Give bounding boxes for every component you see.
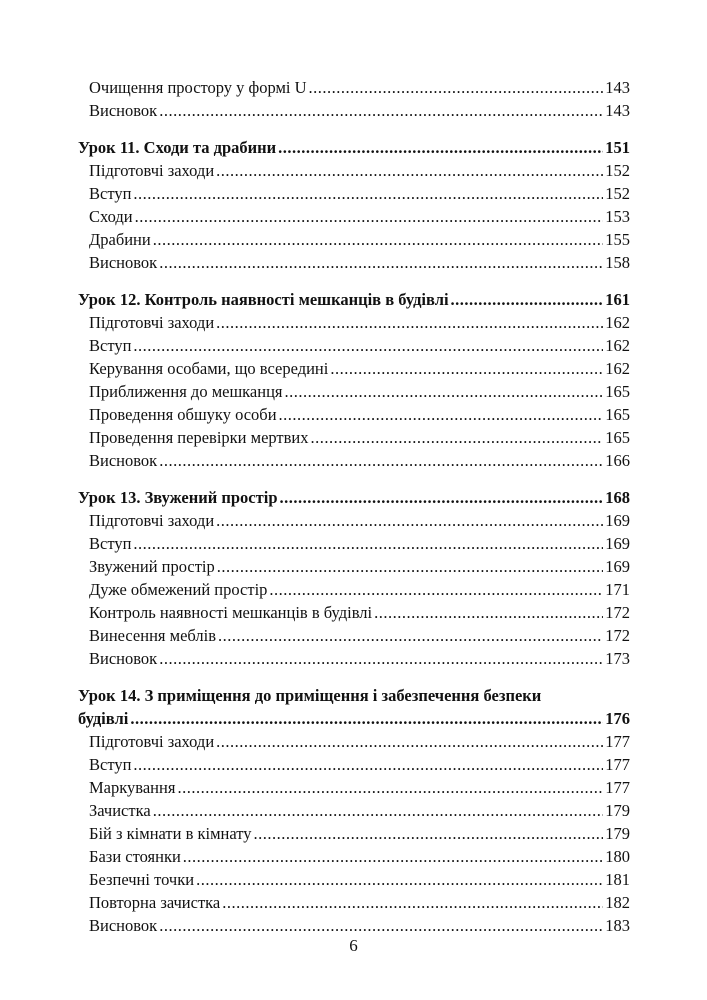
toc-entry-title: Бій з кімнати в кімнату [89, 824, 252, 843]
toc-entry-title: Сходи [89, 207, 133, 226]
toc-entry-page: 152 [605, 161, 630, 180]
toc-entry [78, 334, 630, 357]
toc-entry-title: Підготовчі заходи [89, 313, 215, 332]
toc-entry-page: 155 [605, 230, 630, 249]
dot-leader [130, 707, 603, 730]
dot-leader [196, 868, 603, 891]
toc-entry [78, 159, 630, 182]
toc-entry-title: Підготовчі заходи [89, 732, 215, 751]
toc-entry-title: Безпечні точки [89, 870, 195, 889]
toc-entry [78, 578, 630, 601]
toc-entry-title: Підготовчі заходи [89, 161, 215, 180]
dot-leader [159, 449, 603, 472]
page-number: 6 [349, 936, 358, 955]
toc-entry-page: 172 [605, 603, 630, 622]
toc-entry-page: 162 [605, 336, 630, 355]
toc-entry-page: 143 [605, 101, 630, 120]
toc-entry-title: Керування особами, що всередині [89, 359, 329, 378]
toc-entry-title: Винесення меблів [89, 626, 216, 645]
toc-lesson-heading [78, 288, 630, 311]
dot-leader [269, 578, 603, 601]
toc-entry [78, 251, 630, 274]
toc-entry-title: Вступ [89, 755, 132, 774]
toc-entry-title: Вступ [89, 336, 132, 355]
toc-entry [78, 509, 630, 532]
toc-entry-page: 152 [605, 184, 630, 203]
dot-leader [133, 334, 603, 357]
toc-entry [78, 601, 630, 624]
dot-leader [216, 730, 603, 753]
toc-entry-title: Висновок [89, 253, 158, 272]
toc-entry-title: Контроль наявності мешканців в будівлі [89, 603, 373, 622]
lesson-title: будівлі [78, 709, 129, 728]
toc-entry [78, 205, 630, 228]
lesson-title: Урок 13. Звужений простір [78, 488, 278, 507]
toc-entry-page: 177 [605, 778, 630, 797]
dot-leader [159, 914, 603, 937]
toc-entry-title: Висновок [89, 451, 158, 470]
dot-leader [217, 555, 603, 578]
toc-entry-page: 162 [605, 359, 630, 378]
toc-entry-page: 177 [605, 755, 630, 774]
toc-entry-page: 173 [605, 649, 630, 668]
toc-entry-title: Висновок [89, 649, 158, 668]
toc-entry-title: Звужений простір [89, 557, 215, 576]
lesson-page: 176 [605, 709, 630, 728]
toc-entry-page: 182 [605, 893, 630, 912]
toc-entry-title: Вступ [89, 184, 132, 203]
toc-entry-title: Вступ [89, 534, 132, 553]
dot-leader [159, 251, 603, 274]
toc-entry [78, 914, 630, 937]
toc-entry-title: Проведення обшуку особи [89, 405, 277, 424]
lesson-page: 151 [605, 138, 630, 157]
toc-entry-title: Маркування [89, 778, 176, 797]
toc-entry [78, 99, 630, 122]
toc-entry-title: Висновок [89, 916, 158, 935]
toc-entry [78, 311, 630, 334]
toc-entry-page: 179 [605, 824, 630, 843]
toc-entry-page: 169 [605, 511, 630, 530]
toc-entry [78, 776, 630, 799]
dot-leader [311, 426, 604, 449]
toc-lesson-heading [78, 486, 630, 509]
dot-leader [159, 647, 603, 670]
toc-entry-page: 183 [605, 916, 630, 935]
dot-leader [216, 509, 603, 532]
toc-entry [78, 555, 630, 578]
toc-entry [78, 182, 630, 205]
toc-entry [78, 730, 630, 753]
dot-leader [216, 311, 603, 334]
toc-entry [78, 380, 630, 403]
toc-entry-page: 165 [605, 382, 630, 401]
toc-entry-page: 153 [605, 207, 630, 226]
dot-leader [309, 76, 604, 99]
toc-entry-page: 166 [605, 451, 630, 470]
toc-lesson-heading [78, 707, 630, 730]
toc-entry-title: Приближення до мешканця [89, 382, 283, 401]
toc-entry [78, 891, 630, 914]
table-of-contents [78, 76, 630, 937]
toc-entry [78, 228, 630, 251]
toc-entry-page: 169 [605, 557, 630, 576]
dot-leader [133, 753, 603, 776]
toc-entry-page: 165 [605, 405, 630, 424]
dot-leader [133, 182, 603, 205]
dot-leader [153, 228, 604, 251]
toc-entry-title: Драбини [89, 230, 151, 249]
dot-leader [451, 288, 604, 311]
toc-lesson-heading [78, 136, 630, 159]
toc-entry [78, 753, 630, 776]
lesson-title-line: Урок 14. З приміщення до приміщення і забезпечення безпеки [78, 686, 542, 705]
dot-leader [133, 532, 603, 555]
toc-entry-page: 165 [605, 428, 630, 447]
dot-leader [216, 159, 603, 182]
toc-entry-page: 179 [605, 801, 630, 820]
toc-entry-page: 162 [605, 313, 630, 332]
dot-leader [330, 357, 603, 380]
toc-entry [78, 845, 630, 868]
dot-leader [279, 403, 604, 426]
toc-entry [78, 426, 630, 449]
toc-entry [78, 449, 630, 472]
toc-entry [78, 799, 630, 822]
toc-entry-page: 143 [605, 78, 630, 97]
toc-entry-page: 181 [605, 870, 630, 889]
dot-leader [218, 624, 603, 647]
dot-leader [374, 601, 603, 624]
dot-leader [278, 136, 603, 159]
dot-leader [280, 486, 604, 509]
toc-entry [78, 624, 630, 647]
toc-entry [78, 868, 630, 891]
toc-entry [78, 76, 630, 99]
toc-entry-title: Повторна зачистка [89, 893, 221, 912]
toc-entry [78, 357, 630, 380]
toc-entry-page: 177 [605, 732, 630, 751]
toc-entry [78, 647, 630, 670]
toc-entry-page: 158 [605, 253, 630, 272]
toc-entry-title: Підготовчі заходи [89, 511, 215, 530]
toc-entry-page: 180 [605, 847, 630, 866]
toc-entry-title: Висновок [89, 101, 158, 120]
dot-leader [135, 205, 604, 228]
toc-entry-page: 171 [605, 580, 630, 599]
toc-entry-page: 172 [605, 626, 630, 645]
dot-leader [153, 799, 604, 822]
toc-entry-page: 169 [605, 534, 630, 553]
toc-entry-title: Проведення перевірки мертвих [89, 428, 309, 447]
toc-entry-title: Зачистка [89, 801, 151, 820]
dot-leader [254, 822, 604, 845]
toc-entry-title: Дуже обмежений простір [89, 580, 268, 599]
dot-leader [285, 380, 604, 403]
toc-entry-title: Бази стоянки [89, 847, 181, 866]
toc-entry [78, 822, 630, 845]
dot-leader [183, 845, 603, 868]
dot-leader [177, 776, 603, 799]
toc-entry-title: Очищення простору у формі U [89, 78, 307, 97]
dot-leader [159, 99, 603, 122]
toc-entry [78, 403, 630, 426]
toc-entry [78, 532, 630, 555]
lesson-title: Урок 12. Контроль наявності мешканців в будівлі [78, 290, 449, 309]
lesson-page: 161 [605, 290, 630, 309]
lesson-page: 168 [605, 488, 630, 507]
lesson-title: Урок 11. Сходи та драбини [78, 138, 277, 157]
dot-leader [222, 891, 603, 914]
